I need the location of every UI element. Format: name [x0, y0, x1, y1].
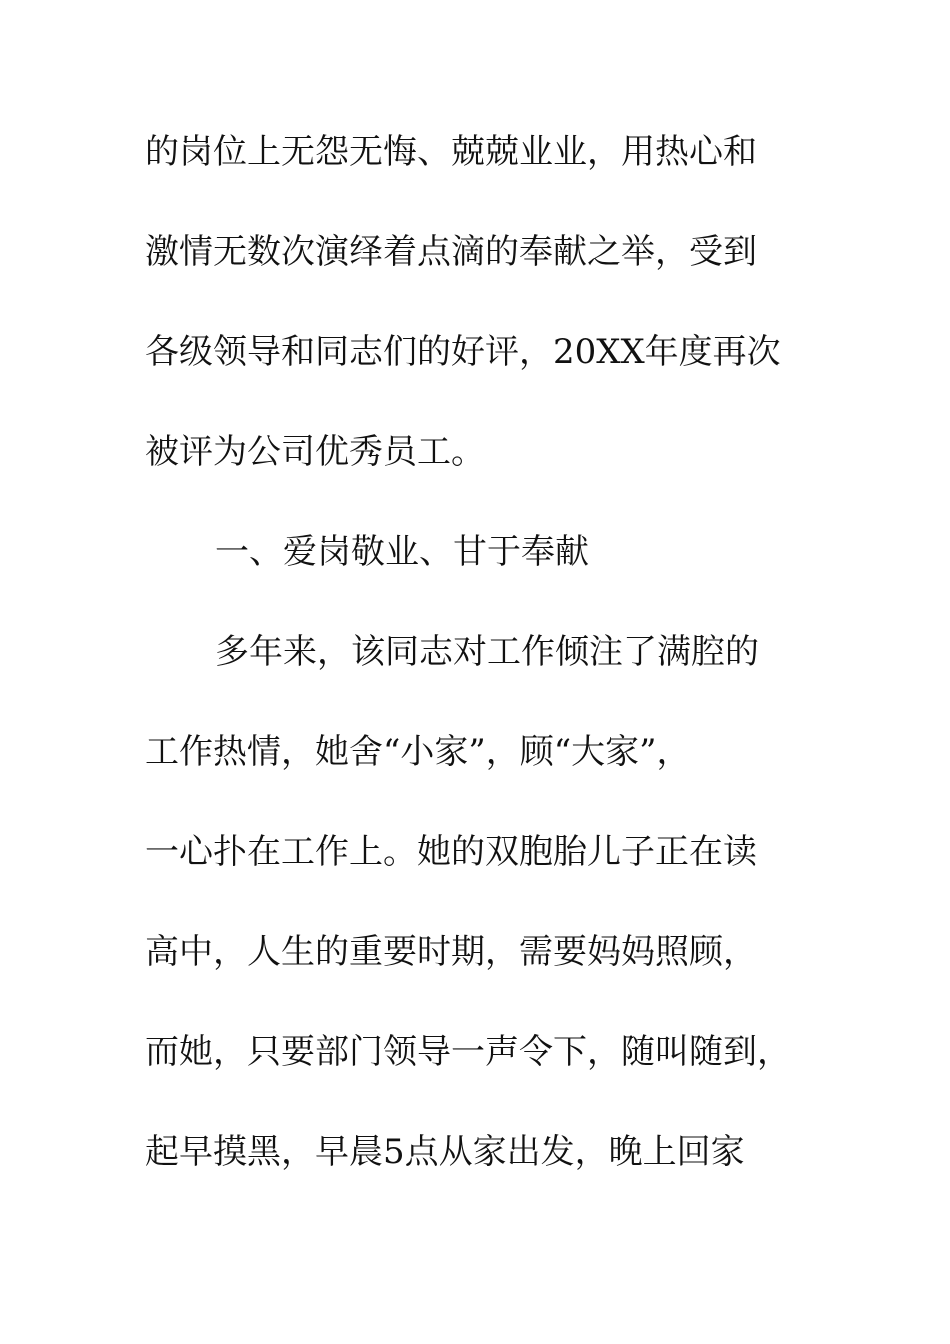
body-text-line: 各级领导和同志们的好评，20XX年度再次: [145, 332, 781, 372]
body-text-line: 高中，人生的重要时期，需要妈妈照顾，: [145, 932, 757, 972]
body-text-line: 的岗位上无怨无悔、兢兢业业，用热心和: [145, 132, 757, 172]
body-text-line: 被评为公司优秀员工。: [145, 432, 485, 472]
section-heading: 一、爱岗敬业、甘于奉献: [215, 532, 589, 572]
paragraph-first-line: 多年来，该同志对工作倾注了满腔的: [215, 632, 759, 672]
body-text-line: 而她，只要部门领导一声令下，随叫随到，: [145, 1032, 791, 1072]
body-text-line: 激情无数次演绎着点滴的奉献之举，受到: [145, 232, 757, 272]
body-text-line: 起早摸黑，早晨5点从家出发，晚上回家: [145, 1132, 745, 1172]
body-text-line: 一心扑在工作上。她的双胞胎儿子正在读: [145, 832, 757, 872]
body-text-line: 工作热情，她舍“小家”，顾“大家”，: [145, 732, 691, 772]
